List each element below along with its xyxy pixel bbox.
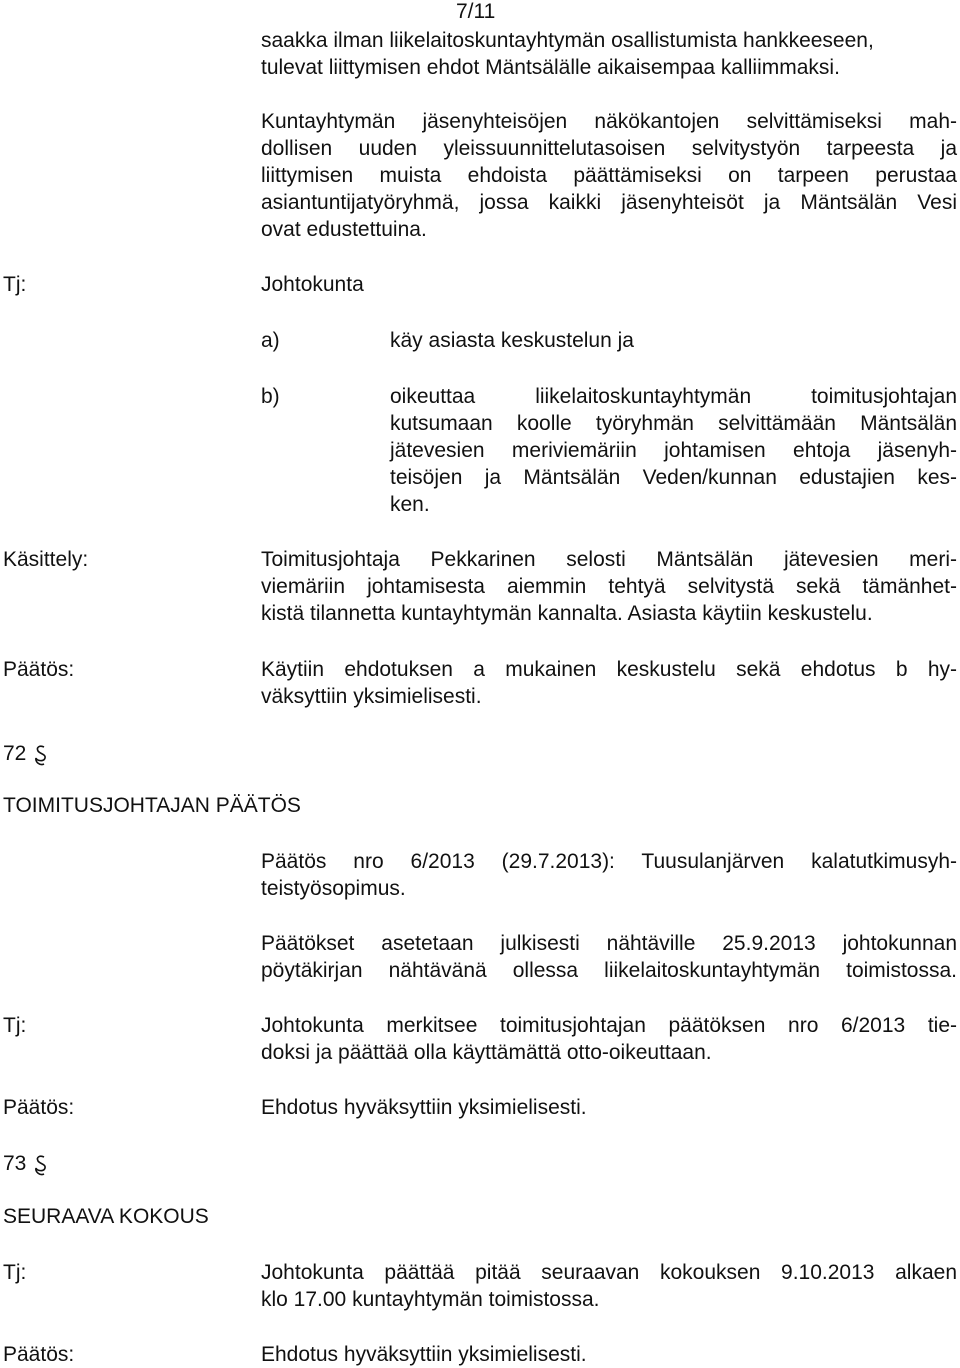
text-line: kutsumaan koolle työryhmän selvittämään Mäntsälän — [390, 412, 957, 435]
tj-label: Tj: — [3, 1261, 27, 1284]
text-line: asiantuntijatyöryhmä, jossa kaikki jäsenyhteisöt ja Mäntsälän Vesi — [261, 191, 957, 214]
text-line: saakka ilman liikelaitoskuntayhtymän osallistumista hankkeeseen, — [261, 29, 874, 52]
paatos-text: Ehdotus hyväksyttiin yksimielisesti. — [261, 1343, 587, 1366]
kasittely-label: Käsittely: — [3, 548, 89, 571]
tj-text — [261, 1259, 957, 1313]
paatos-label: Päätös: — [3, 1343, 75, 1366]
section-sign-icon — [34, 1154, 48, 1178]
text-line: oikeuttaa liikelaitoskuntayhtymän toimitusjohtajan — [390, 385, 957, 408]
section-73-number — [3, 1150, 48, 1178]
kasittely-text — [261, 546, 957, 627]
text-line: klo 17.00 kuntayhtymän toimistossa. — [261, 1288, 600, 1311]
page-number: 7/11 — [456, 0, 496, 23]
section-72-title: TOIMITUSJOHTAJAN PÄÄTÖS — [3, 794, 301, 817]
text-line: doksi ja päättää olla käyttämättä otto-oikeuttaan. — [261, 1041, 712, 1064]
text-line: Käytiin ehdotuksen a mukainen keskustelu sekä ehdotus b hy- — [261, 658, 957, 681]
text-line: Johtokunta päättää pitää seuraavan kokouksen 9.10.2013 alkaen — [261, 1261, 957, 1284]
tj-text — [261, 1012, 957, 1066]
section-number: 72 — [3, 742, 27, 765]
paatos-label: Päätös: — [3, 1096, 75, 1119]
section-73-title: SEURAAVA KOKOUS — [3, 1205, 209, 1228]
text-line: tulevat liittymisen ehdot Mäntsälälle aikaisempaa kalliimmaksi. — [261, 56, 840, 79]
item-marker-b: b) — [261, 385, 280, 408]
item-a-text — [390, 327, 957, 354]
paatos-text: Ehdotus hyväksyttiin yksimielisesti. — [261, 1096, 587, 1119]
publish-paragraph — [261, 930, 957, 984]
item-marker-a: a) — [261, 329, 280, 352]
text-line: teisöjen ja Mäntsälän Veden/kunnan edustajien kes- — [390, 466, 957, 489]
text-line: Päätökset asetetaan julkisesti nähtäville 25.9.2013 johtokunnan — [261, 932, 957, 955]
text-line: pöytäkirjan nähtävänä ollessa liikelaitoskuntayhtymän toimistossa. — [261, 959, 957, 982]
text-line: väksyttiin yksimielisesti. — [261, 685, 482, 708]
text-line: Päätös nro 6/2013 (29.7.2013): Tuusulanjärven kalatutkimusyh- — [261, 850, 957, 873]
intro-paragraph — [261, 27, 957, 81]
item-b-text — [390, 383, 957, 518]
text-line: käy asiasta keskustelun ja — [390, 329, 634, 352]
text-line: ovat edustettuina. — [261, 218, 427, 241]
tj-text: Johtokunta — [261, 273, 364, 296]
text-line: dollisen uuden yleissuunnittelutasoisen selvitystyön tarpeesta ja — [261, 137, 957, 160]
section-sign-icon — [34, 744, 48, 768]
background-paragraph — [261, 108, 957, 243]
paatos-label: Päätös: — [3, 658, 75, 681]
decision-paragraph — [261, 848, 957, 902]
text-line: Johtokunta merkitsee toimitusjohtajan päätöksen nro 6/2013 tie- — [261, 1014, 957, 1037]
text-line: ken. — [390, 493, 430, 516]
text-line: kistä tilannetta kuntayhtymän kannalta. Asiasta käytiin keskustelu. — [261, 602, 873, 625]
tj-label: Tj: — [3, 1014, 27, 1037]
text-line: Toimitusjohtaja Pekkarinen selosti Mäntsälän jätevesien meri- — [261, 548, 957, 571]
section-72-number — [3, 740, 48, 768]
text-line: teistyösopimus. — [261, 877, 406, 900]
text-line: jätevesien meriviemäriin johtamisen ehtoja jäsenyh- — [390, 439, 957, 462]
text-line: liittymisen muista ehdoista päättämiseksi on tarpeen perustaa — [261, 164, 957, 187]
text-line: Kuntayhtymän jäsenyhteisöjen näkökantojen selvittämiseksi mah- — [261, 110, 957, 133]
text-line: viemäriin johtamisesta aiemmin tehtyä selvitystä sekä tämänhet- — [261, 575, 957, 598]
paatos-text — [261, 656, 957, 710]
section-number: 73 — [3, 1152, 27, 1175]
tj-label: Tj: — [3, 273, 27, 296]
